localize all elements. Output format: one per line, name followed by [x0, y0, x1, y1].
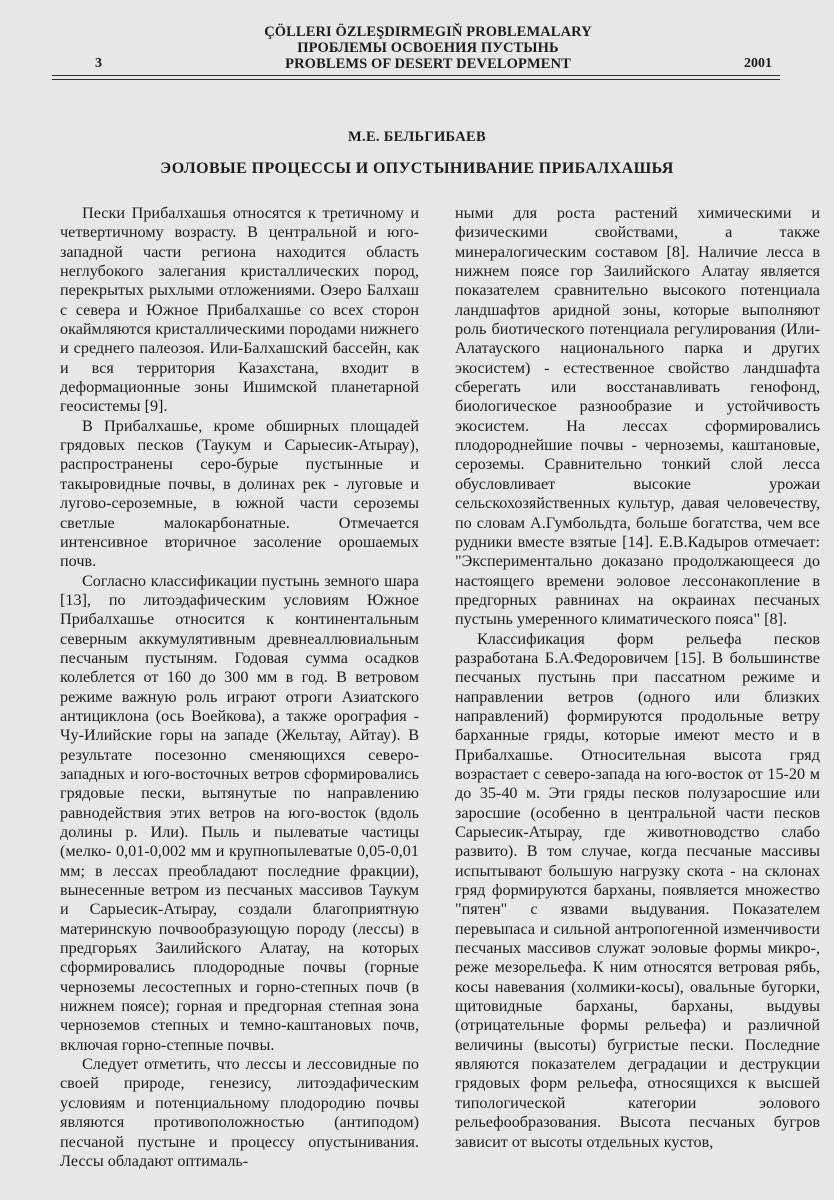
article-title: ЭОЛОВЫЕ ПРОЦЕССЫ И ОПУСТЫНИВАНИЕ ПРИБАЛХАШЬЯ	[160, 160, 674, 177]
journal-header	[78, 24, 778, 72]
article-author: М.Е. БЕЛЬГИБАЕВ	[348, 129, 486, 145]
right-column	[455, 204, 820, 1152]
paragraph: Пески Прибалхашья относятся к третичному и четвертичному возрасту. В центральной и юго-западной части региона находится область неглубокого залегания кристаллических пород, перекрытых рыхлыми отложениями. Озеро Балхаш с севера и Южное Прибалхашье со всех сторон окаймляются кристаллическими породами нижнего и среднего палеозоя. Или-Балхашский бассейн, как и вся территория Казахстана, входит в деформационные зоны Ишимской планетарной геосистемы [9].	[60, 204, 419, 416]
paragraph: Классификация форм рельефа песков разработана Б.А.Федоровичем [15]. В большинстве песчаных пустынь при пассатном режиме и направлении ветров (одного или близких направлений) формируются продольные ветру барханные гряды, которые имеют место и в Прибалхашье. Относительная высота гряд возрастает с северо-запада на юго-восток от 15-20 м до 35-40 м. Эти гряды песков полузаросшие или заросшие (особенно в центральной части песков Сарыесик-Атырау, где животноводство слабо развито). В том случае, когда песчаные массивы испытывают большую нагрузку скота - на склонах гряд формируются барханы, появляется множество "пятен" с язвами выдувания. Показателем перевыпаса и сильной антропогенной изменчивости песчаных массивов служат эоловые формы микро-, реже мезорельефа. К ним относятся ветровая рябь, косы навевания (холмики-косы), овальные бугорки, щитовидные барханы, барханы, выдувы (отрицательные формы рельефа) и различной величины (высоты) бугристые пески. Последние являются показателем деградации и деструкции грядовых форм рельефа, относящихся к высшей типологической категории эолового рельефообразования. Высота песчаных бугров зависит от высоты отдельных кустов,	[455, 629, 820, 1151]
left-column	[60, 204, 419, 1171]
header-divider-thin	[52, 79, 780, 80]
journal-title-russian: ПРОБЛЕМЫ ОСВОЕНИЯ ПУСТЫНЬ	[297, 40, 559, 56]
header-divider	[52, 75, 780, 76]
paragraph: В Прибалхашье, кроме обширных площадей грядовых песков (Таукум и Сарыесик-Атырау), распространены серо-бурые пустынные и такыровидные почвы, в долинах рек - луговые и лугово-сероземные, в южной части сероземы светлые малокарбонатные. Отмечается интенсивное вторичное засоление орошаемых почв.	[60, 416, 419, 571]
journal-title-english: PROBLEMS OF DESERT DEVELOPMENT	[285, 56, 571, 72]
paragraph: Согласно классификации пустынь земного шара [13], по литоэдафическим условиям Южное Прибалхашье относится к континентальным северным аккумулятивным древнеаллювиальным песчаным пустыням. Годовая сумма осадков колеблется от 160 до 300 мм в год. В ветровом режиме важную роль играют отроги Азиатского антициклона (ось Воейкова), а также орография - Чу-Илийские горы на западе (Жельтау, Айтау). В результате посезонно сменяющихся северо-западных и юго-восточных ветров сформировались грядовые пески, вытянутые по направлению равнодействия этих ветров на юго-восток (вдоль долины р. Или). Пыль и пылеватые частицы (мелко- 0,01-0,002 мм и крупнопылеватые 0,05-0,01 мм; в лессах преобладают последние фракции), вынесенные ветром из песчаных массивов Таукум и Сарыесик-Атырау, создали благоприятную материнскую почвообразующую породу (лессы) в предгорьях Заилийского Алатау, на которых сформировались плодородные почвы (горные черноземы лесостепных и горно-степных почв (в нижнем поясе); горная и предгорная степная зона черноземов степных и темно-каштановых почв, включая горно-степные почвы.	[60, 571, 419, 1054]
page-number: 3	[95, 56, 102, 71]
journal-title-turkmen: ÇÖLLERI ÖZLEŞDIRMEGIŇ PROBLEMALARY	[264, 24, 592, 40]
paragraph: Следует отметить, что лессы и лессовидные по своей природе, генезису, литоэдафическим условиям и потенциальному плодородию почвы являются противоположностью (антиподом) песчаной пустыне и процессу опустынивания. Лессы обладают оптималь-	[60, 1055, 419, 1170]
paragraph: ными для роста растений химическими и физическими свойствами, а также минералогическим составом [8]. Наличие лесса в нижнем поясе гор Заилийского Алатау является показателем сравнительно высокого потенциала ландшафтов аридной зоны, которые выполняют роль биотического потенциала регулирования (Или-Алатауского национального парка и других экосистем) - естественное свойство ландшафта сберегать или восстанавливать генофонд, биологическое разнообразие и устойчивость экосистем. На лессах сформировались плодороднейшие почвы - черноземы, каштановые, сероземы. Сравнительно тонкий слой лесса обусловливает высокие урожаи сельскохозяйственных культур, давая человечеству, по словам А.Гумбольдта, больше богатства, чем все рудники вместе взятые [14]. Е.В.Кадыров отмечает: "Экспериментально доказано продолжающееся до настоящего времени эоловое лессонакопление в предгорных равнинах на окраинах песчаных пустынь умеренного климатического пояса" [8].	[455, 204, 820, 629]
publication-year: 2001	[744, 56, 772, 71]
